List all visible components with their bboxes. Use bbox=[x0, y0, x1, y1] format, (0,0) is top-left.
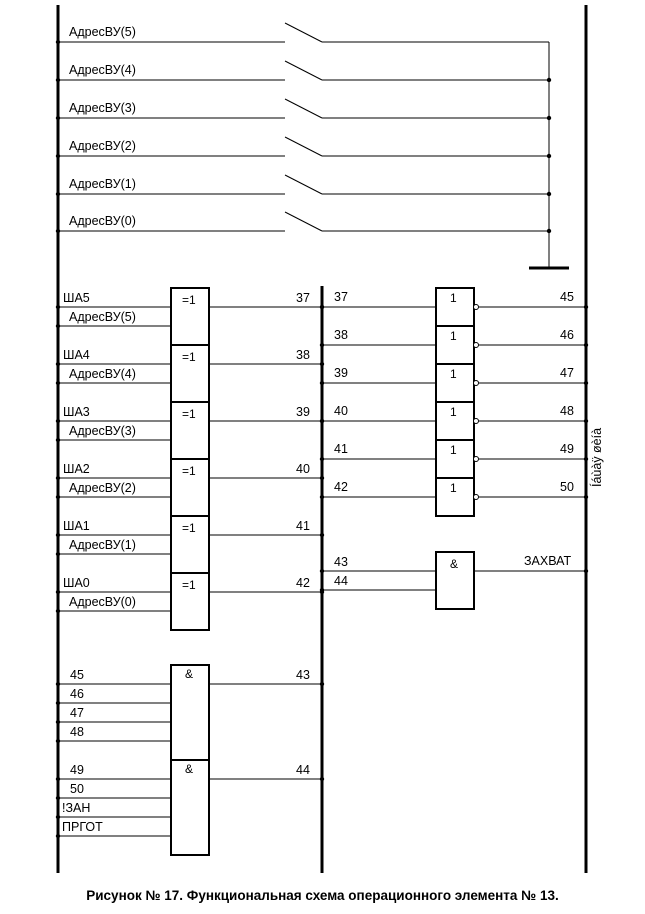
inverter-gate-symbol: 1 bbox=[450, 481, 457, 495]
junction-dot bbox=[320, 495, 324, 499]
junction-dot bbox=[56, 533, 60, 537]
inverter-gate-symbol: 1 bbox=[450, 329, 457, 343]
junction-dot bbox=[56, 739, 60, 743]
ground-junction-dot bbox=[547, 192, 551, 196]
junction-dot bbox=[56, 305, 60, 309]
switch-label: АдресВУ(4) bbox=[69, 63, 136, 77]
xor-input-b-label: АдресВУ(1) bbox=[69, 538, 136, 552]
junction-dot bbox=[584, 495, 588, 499]
and-input-label: 49 bbox=[70, 763, 84, 777]
inversion-bubble bbox=[474, 343, 479, 348]
switch-contact bbox=[285, 137, 322, 156]
junction-dot bbox=[56, 495, 60, 499]
junction-dot bbox=[320, 381, 324, 385]
junction-dot bbox=[584, 305, 588, 309]
bus-junction-dot bbox=[56, 40, 60, 44]
junction-dot bbox=[56, 381, 60, 385]
xor-gate-symbol: =1 bbox=[182, 578, 196, 592]
junction-dot bbox=[56, 609, 60, 613]
junction-dot bbox=[56, 552, 60, 556]
junction-dot bbox=[56, 834, 60, 838]
junction-dot bbox=[56, 815, 60, 819]
figure-caption: Рисунок № 17. Функциональная схема операционного элемента № 13. bbox=[86, 888, 559, 903]
and-output-label: 44 bbox=[296, 763, 310, 777]
xor-output-label: 37 bbox=[296, 291, 310, 305]
junction-dot bbox=[320, 362, 324, 366]
inversion-bubble bbox=[474, 495, 479, 500]
capture-input-label: 44 bbox=[334, 574, 348, 588]
switch-label: АдресВУ(2) bbox=[69, 139, 136, 153]
and-output-label: 43 bbox=[296, 668, 310, 682]
junction-dot bbox=[320, 777, 324, 781]
junction-dot bbox=[584, 343, 588, 347]
inverter-input-label: 42 bbox=[334, 480, 348, 494]
inverter-output-label: 48 bbox=[560, 404, 574, 418]
xor-input-b-label: АдресВУ(0) bbox=[69, 595, 136, 609]
capture-input-label: 43 bbox=[334, 555, 348, 569]
xor-output-label: 40 bbox=[296, 462, 310, 476]
and-input-label: !ЗАН bbox=[62, 801, 91, 815]
inverter-output-label: 45 bbox=[560, 290, 574, 304]
inverter-output-label: 49 bbox=[560, 442, 574, 456]
xor-input-a-label: ША4 bbox=[63, 348, 90, 362]
bus-junction-dot bbox=[56, 229, 60, 233]
xor-output-label: 39 bbox=[296, 405, 310, 419]
inversion-bubble bbox=[474, 419, 479, 424]
inverter-input-label: 40 bbox=[334, 404, 348, 418]
bus-side-label: Íáùàÿ øèíà bbox=[590, 427, 604, 487]
junction-dot bbox=[56, 324, 60, 328]
inverter-input-label: 39 bbox=[334, 366, 348, 380]
and-gate-symbol: & bbox=[185, 762, 194, 776]
xor-input-a-label: ША3 bbox=[63, 405, 90, 419]
junction-dot bbox=[56, 720, 60, 724]
junction-dot bbox=[320, 533, 324, 537]
xor-output-label: 42 bbox=[296, 576, 310, 590]
bus-junction-dot bbox=[56, 78, 60, 82]
and-input-label: 47 bbox=[70, 706, 84, 720]
inverter-gate-symbol: 1 bbox=[450, 443, 457, 457]
xor-gate-symbol: =1 bbox=[182, 350, 196, 364]
junction-dot bbox=[320, 419, 324, 423]
junction-dot bbox=[56, 362, 60, 366]
junction-dot bbox=[56, 590, 60, 594]
bus-junction-dot bbox=[56, 116, 60, 120]
xor-input-a-label: ША0 bbox=[63, 576, 90, 590]
xor-input-b-label: АдресВУ(2) bbox=[69, 481, 136, 495]
inversion-bubble bbox=[474, 305, 479, 310]
ground-junction-dot bbox=[547, 116, 551, 120]
junction-dot bbox=[56, 476, 60, 480]
junction-dot bbox=[320, 588, 324, 592]
junction-dot bbox=[320, 476, 324, 480]
inverter-output-label: 50 bbox=[560, 480, 574, 494]
inverter-gate-symbol: 1 bbox=[450, 291, 457, 305]
ground-junction-dot bbox=[547, 78, 551, 82]
xor-input-a-label: ША2 bbox=[63, 462, 90, 476]
and-input-label: ПРГОТ bbox=[62, 820, 103, 834]
xor-gate-symbol: =1 bbox=[182, 407, 196, 421]
junction-dot bbox=[56, 438, 60, 442]
junction-dot bbox=[584, 381, 588, 385]
switch-contact bbox=[285, 61, 322, 80]
switch-label: АдресВУ(1) bbox=[69, 177, 136, 191]
junction-dot bbox=[320, 343, 324, 347]
junction-dot bbox=[320, 682, 324, 686]
xor-output-label: 38 bbox=[296, 348, 310, 362]
and-gate-symbol: & bbox=[185, 667, 194, 681]
junction-dot bbox=[584, 457, 588, 461]
junction-dot bbox=[56, 419, 60, 423]
xor-input-a-label: ША5 bbox=[63, 291, 90, 305]
and-input-label: 50 bbox=[70, 782, 84, 796]
switch-label: АдресВУ(0) bbox=[69, 214, 136, 228]
inversion-bubble bbox=[474, 457, 479, 462]
capture-gate-symbol: & bbox=[450, 557, 459, 571]
inverter-output-label: 47 bbox=[560, 366, 574, 380]
inverter-input-label: 38 bbox=[334, 328, 348, 342]
xor-input-b-label: АдресВУ(5) bbox=[69, 310, 136, 324]
xor-gate-symbol: =1 bbox=[182, 293, 196, 307]
xor-gate-symbol: =1 bbox=[182, 464, 196, 478]
switch-contact bbox=[285, 99, 322, 118]
junction-dot bbox=[320, 305, 324, 309]
xor-input-a-label: ША1 bbox=[63, 519, 90, 533]
xor-gate-symbol: =1 bbox=[182, 521, 196, 535]
inverter-gate-symbol: 1 bbox=[450, 405, 457, 419]
ground-junction-dot bbox=[547, 154, 551, 158]
junction-dot bbox=[320, 569, 324, 573]
and-input-label: 46 bbox=[70, 687, 84, 701]
switch-contact bbox=[285, 212, 322, 231]
bus-junction-dot bbox=[56, 154, 60, 158]
junction-dot bbox=[56, 701, 60, 705]
switch-contact bbox=[285, 175, 322, 194]
junction-dot bbox=[56, 682, 60, 686]
capture-output-label: ЗАХВАТ bbox=[524, 554, 572, 568]
inverter-gate-symbol: 1 bbox=[450, 367, 457, 381]
inversion-bubble bbox=[474, 381, 479, 386]
junction-dot bbox=[56, 777, 60, 781]
ground-junction-dot bbox=[547, 229, 551, 233]
inverter-input-label: 37 bbox=[334, 290, 348, 304]
junction-dot bbox=[584, 419, 588, 423]
switch-label: АдресВУ(3) bbox=[69, 101, 136, 115]
junction-dot bbox=[584, 569, 588, 573]
switch-contact bbox=[285, 23, 322, 42]
and-input-label: 48 bbox=[70, 725, 84, 739]
inverter-input-label: 41 bbox=[334, 442, 348, 456]
inverter-output-label: 46 bbox=[560, 328, 574, 342]
xor-input-b-label: АдресВУ(4) bbox=[69, 367, 136, 381]
and-input-label: 45 bbox=[70, 668, 84, 682]
junction-dot bbox=[56, 796, 60, 800]
switch-label: АдресВУ(5) bbox=[69, 25, 136, 39]
xor-input-b-label: АдресВУ(3) bbox=[69, 424, 136, 438]
xor-output-label: 41 bbox=[296, 519, 310, 533]
bus-junction-dot bbox=[56, 192, 60, 196]
junction-dot bbox=[320, 457, 324, 461]
